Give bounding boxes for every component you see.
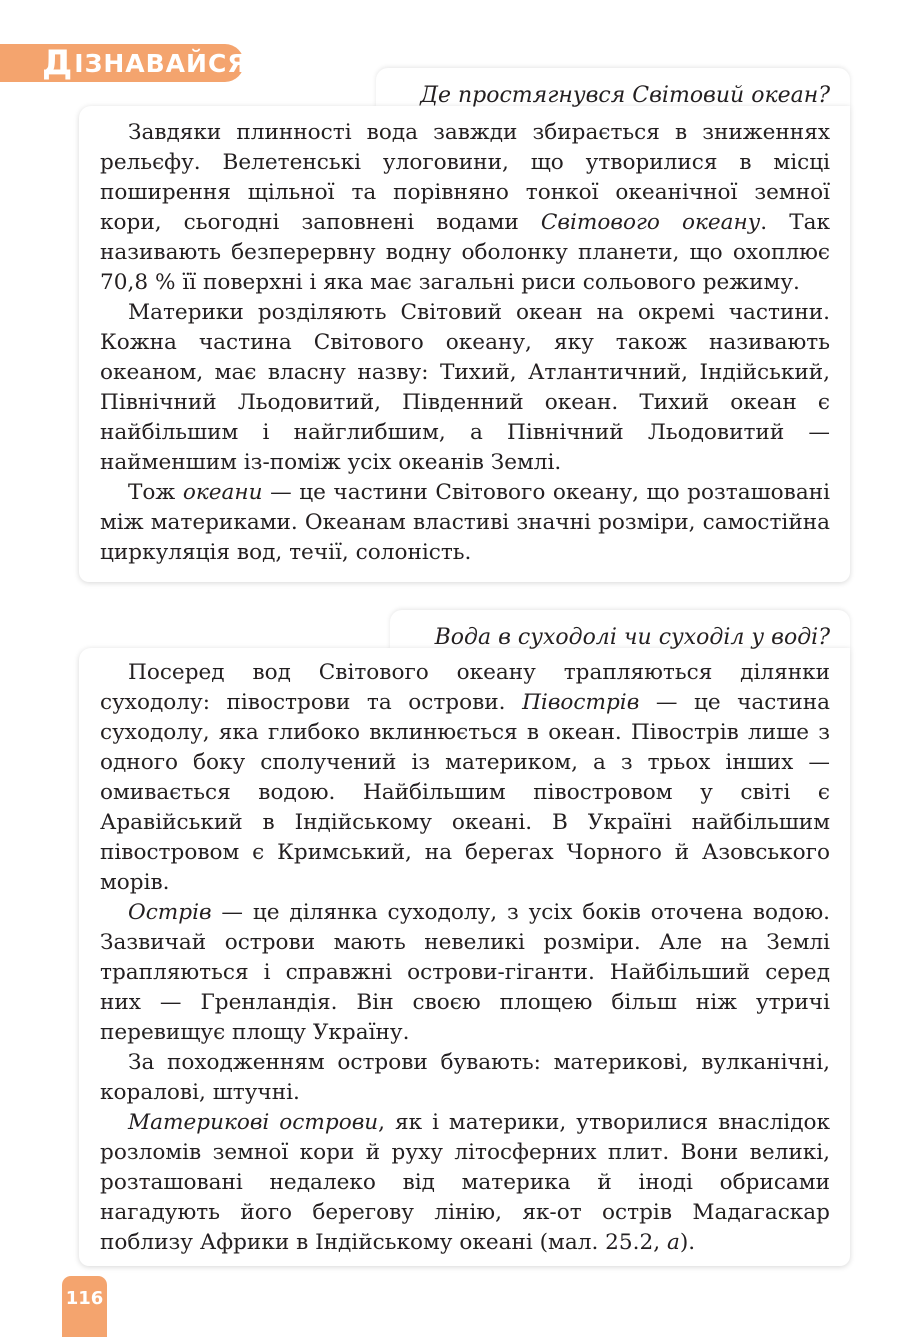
section-banner-title — [42, 43, 248, 83]
paragraph: Материкові острови, як і материки, утворилися внаслідок розломів земної кори й руху літосферних плит. Вони великі, розташовані недалеко від материка й іноді обрисами нагадують його берегову лінію, як-от острів Мадагаскар поблизу Африки в Індійському океані (мал. 25.2, а). — [100, 1110, 830, 1255]
paragraph: Материки розділяють Світовий океан на окремі частини. Кожна частина Світового океану, яку також називають океаном, має власну назву: Тихий, Атлантичний, Індійський, Північний Льодовитий, Південний океан. Тихий океан є найбільшим і найглибшим, а Північний Льодовитий — найменшим із-поміж усіх океанів Землі. — [100, 300, 830, 475]
section-1-body — [100, 118, 830, 568]
banner-rest: ІЗНАВАЙСЯ — [74, 49, 248, 78]
term: океани — [182, 480, 263, 505]
section-2-body — [100, 658, 830, 1258]
paragraph: Острів — це ділянка суходолу, з усіх боків оточена водою. Зазвичай острови мають невеликі розміри. Але на Землі трапляються і справжні острови-гіганти. Найбільший серед них — Гренландія. Він своєю площею більш ніж утричі перевищує площу Україну. — [100, 900, 830, 1045]
paragraph: Завдяки плинності вода завжди збирається в зниженнях рельєфу. Велетенські улоговини, що утворилися в місці поширення щільної та порівняно тонкої океанічної земної кори, сьогодні заповнені водами Світового океану. Так називають безперервну водну оболонку планети, що охоплює 70,8 % її поверхні і яка має загальні риси сольового режиму. — [100, 120, 830, 295]
term: Світового океану — [540, 210, 761, 235]
term: а — [666, 1230, 680, 1255]
term: Півострів — [522, 690, 640, 715]
term: Материкові острови — [128, 1110, 379, 1135]
page-number: 116 — [65, 1288, 104, 1309]
section-2-title: Вода в суходолі чи суходіл у воді? — [434, 625, 830, 650]
term: Острів — [128, 900, 212, 925]
paragraph: За походженням острови бувають: материкові, вулканічні, коралові, штучні. — [100, 1050, 830, 1105]
paragraph: Тож океани — це частини Світового океану, що розташовані між материками. Океанам властиві значні розміри, самостійна циркуляція вод, течії, солоність. — [100, 480, 830, 565]
banner-first-letter: Д — [42, 43, 74, 83]
paragraph: Посеред вод Світового океану трапляються ділянки суходолу: півострови та острови. Півострів — це частина суходолу, яка глибоко вклинюється в океан. Півострів лише з одного боку сполучений із материком, а з трьох інших — омивається водою. Найбільшим півостровом у світі є Аравійський в Індійському океані. В Україні найбільшим півостровом є Кримський, на берегах Чорного й Азовського морів. — [100, 660, 830, 895]
section-1-title: Де простягнувся Світовий океан? — [420, 83, 830, 108]
